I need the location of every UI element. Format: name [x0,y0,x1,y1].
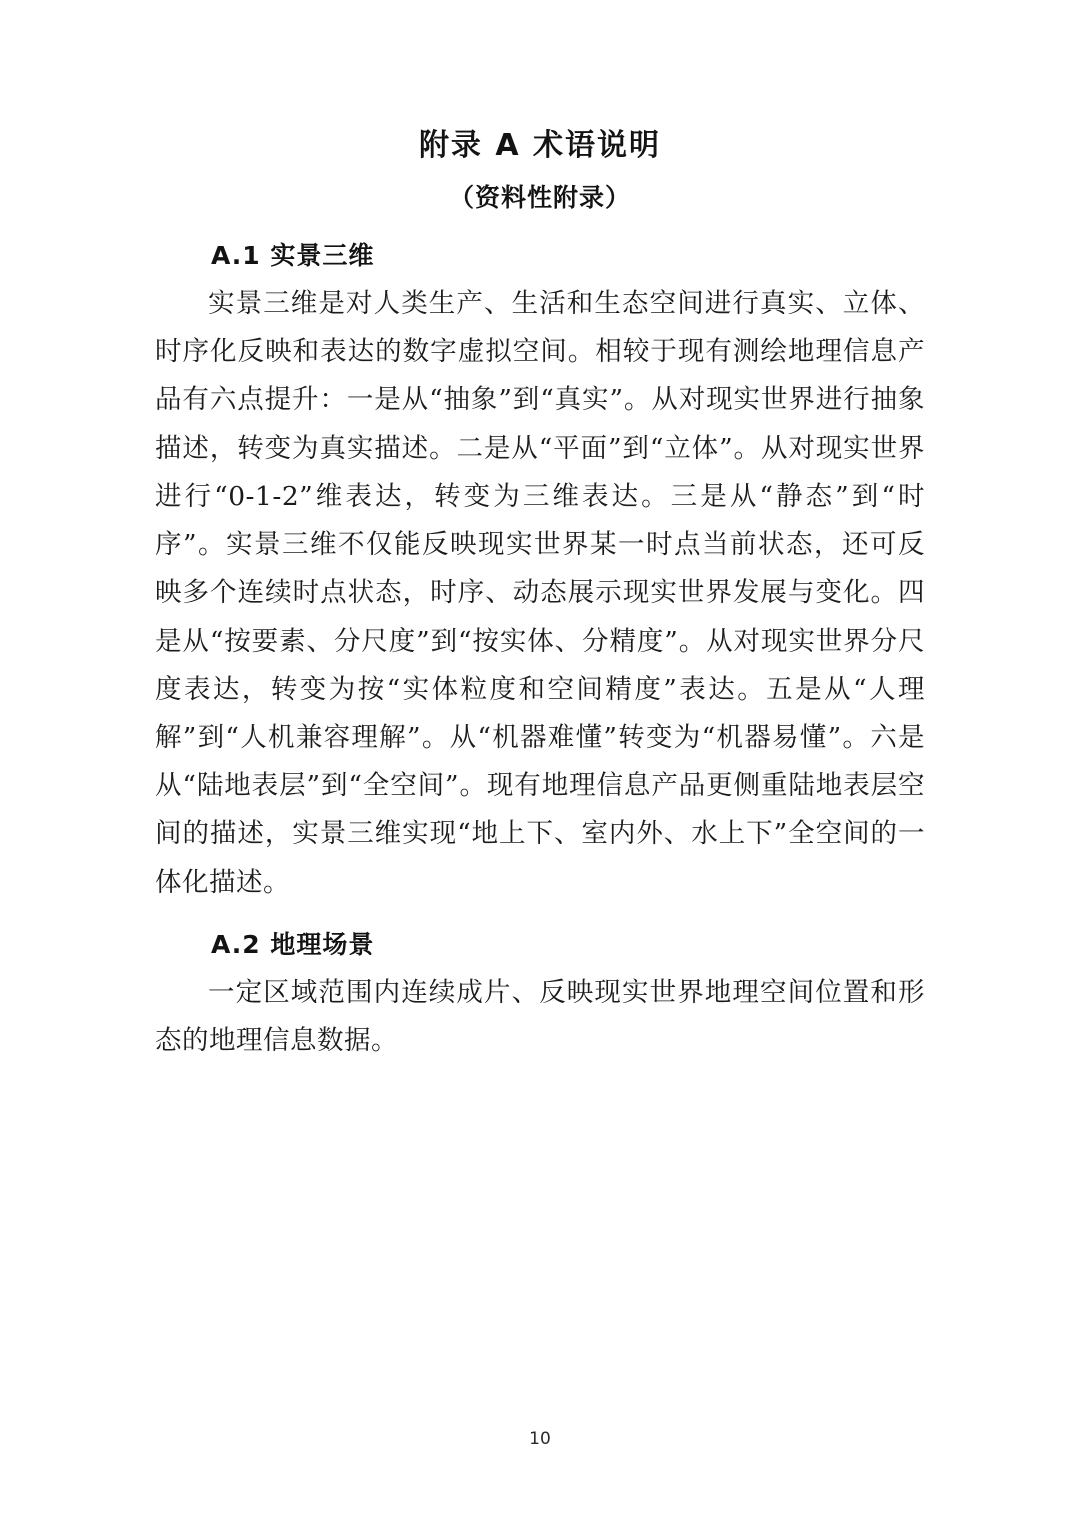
section-a1-paragraph: 实景三维是对人类生产、生活和生态空间进行真实、立体、时序化反映和表达的数字虚拟空间。相较于现有测绘地理信息产品有六点提升：一是从“抽象”到“真实”。从对现实世界进行抽象描述，转变为真实描述。二是从“平面”到“立体”。从对现实世界进行“0-1-2”维表达，转变为三维表达。三是从“静态”到“时序”。实景三维不仅能反映现实世界某一时点当前状态，还可反映多个连续时点状态，时序、动态展示现实世界发展与变化。四是从“按要素、分尺度”到“按实体、分精度”。从对现实世界分尺度表达，转变为按“实体粒度和空间精度”表达。五是从“人理解”到“人机兼容理解”。从“机器难懂”转变为“机器易懂”。六是从“陆地表层”到“全空间”。现有地理信息产品更侧重陆地表层空间的描述，实景三维实现“地上下、室内外、水上下”全空间的一体化描述。 [155,288,925,898]
section-heading-a1: A.1 实景三维 [211,241,375,270]
section-heading-a2: A.2 地理场景 [211,929,375,959]
section-a2-paragraph: 一定区域范围内连续成片、反映现实世界地理空间位置和形态的地理信息数据。 [155,976,925,1057]
page-title: 附录 A 术语说明 [418,128,662,163]
page-number: 10 [529,1429,551,1449]
page-subtitle: （资料性附录） [448,183,631,212]
